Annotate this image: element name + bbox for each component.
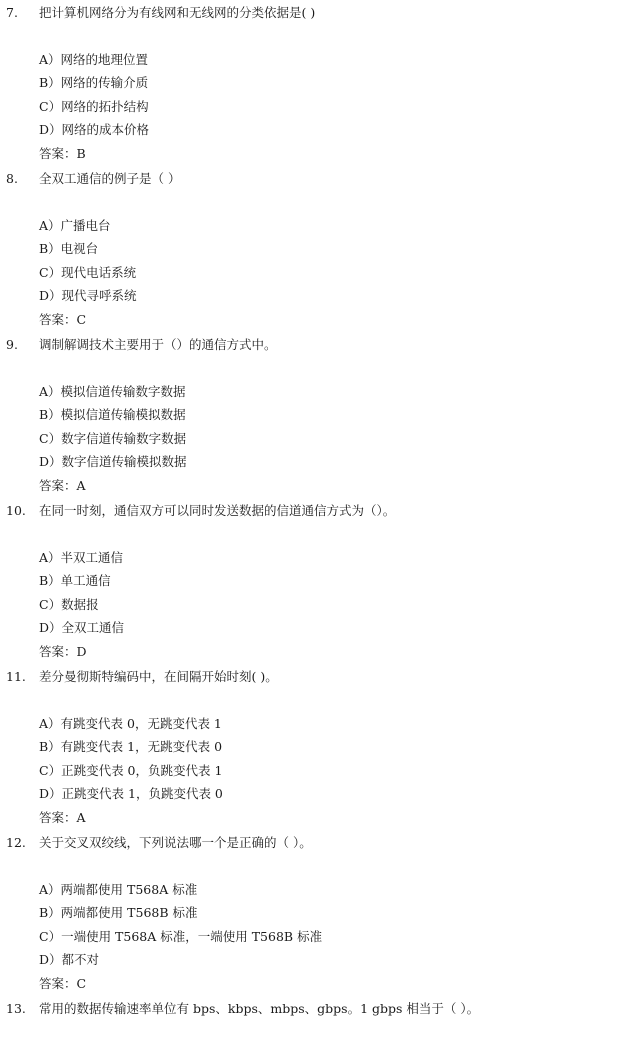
option-text: B）有跳变代表 1，无跳变代表 0 [39, 739, 223, 754]
option-text: D）都不对 [39, 952, 100, 967]
option-text: B）单工通信 [39, 573, 111, 588]
option-text: C）数字信道传输数字数据 [39, 431, 187, 446]
option-text: C）一端使用 T568A 标准，一端使用 T568B 标准 [39, 929, 323, 944]
question-number: 9. [6, 337, 18, 352]
question-number: 12. [6, 835, 26, 850]
option-text: D）网络的成本价格 [39, 122, 150, 137]
option-text: A）广播电台 [39, 218, 111, 233]
option-text: A）半双工通信 [39, 550, 124, 565]
option-text: B）两端都使用 T568B 标准 [39, 905, 198, 920]
answer-text: 答案：D [39, 644, 87, 659]
question-text: 全双工通信的例子是（ ） [39, 171, 181, 186]
option-text: D）数字信道传输模拟数据 [39, 454, 187, 469]
option-text: A）网络的地理位置 [39, 52, 149, 67]
option-text: C）正跳变代表 0，负跳变代表 1 [39, 763, 223, 778]
option-text: C）网络的拓扑结构 [39, 99, 149, 114]
option-text: C）数据报 [39, 597, 99, 612]
question-text: 调制解调技术主要用于（）的通信方式中。 [39, 337, 277, 352]
option-text: D）现代寻呼系统 [39, 288, 137, 303]
question-number: 10. [6, 503, 26, 518]
answer-text: 答案：A [39, 478, 86, 493]
option-text: B）网络的传输介质 [39, 75, 149, 90]
answer-text: 答案：C [39, 976, 87, 991]
answer-text: 答案：A [39, 810, 86, 825]
question-text: 在同一时刻，通信双方可以同时发送数据的信道通信方式为（）。 [39, 503, 396, 518]
question-number: 13. [6, 1001, 26, 1016]
question-number: 11. [6, 669, 26, 684]
question-text: 关于交叉双绞线，下列说法哪一个是正确的（ ）。 [39, 835, 312, 850]
question-text: 常用的数据传输速率单位有 bps、kbps、mbps、gbps。1 gbps 相当于（ ）。 [39, 1001, 480, 1016]
answer-text: 答案：B [39, 146, 86, 161]
option-text: B）电视台 [39, 241, 99, 256]
question-number: 7. [6, 5, 18, 20]
option-text: A）两端都使用 T568A 标准 [39, 882, 198, 897]
question-number: 8. [6, 171, 18, 186]
option-text: B）模拟信道传输模拟数据 [39, 407, 186, 422]
option-text: C）现代电话系统 [39, 265, 137, 280]
option-text: D）正跳变代表 1，负跳变代表 0 [39, 786, 223, 801]
question-text: 把计算机网络分为有线网和无线网的分类依据是( ) [39, 5, 316, 20]
option-text: D）全双工通信 [39, 620, 125, 635]
option-text: A）模拟信道传输数字数据 [39, 384, 186, 399]
option-text: A）有跳变代表 0，无跳变代表 1 [39, 716, 222, 731]
answer-text: 答案：C [39, 312, 87, 327]
question-text: 差分曼彻斯特编码中，在间隔开始时刻( )。 [39, 669, 278, 684]
